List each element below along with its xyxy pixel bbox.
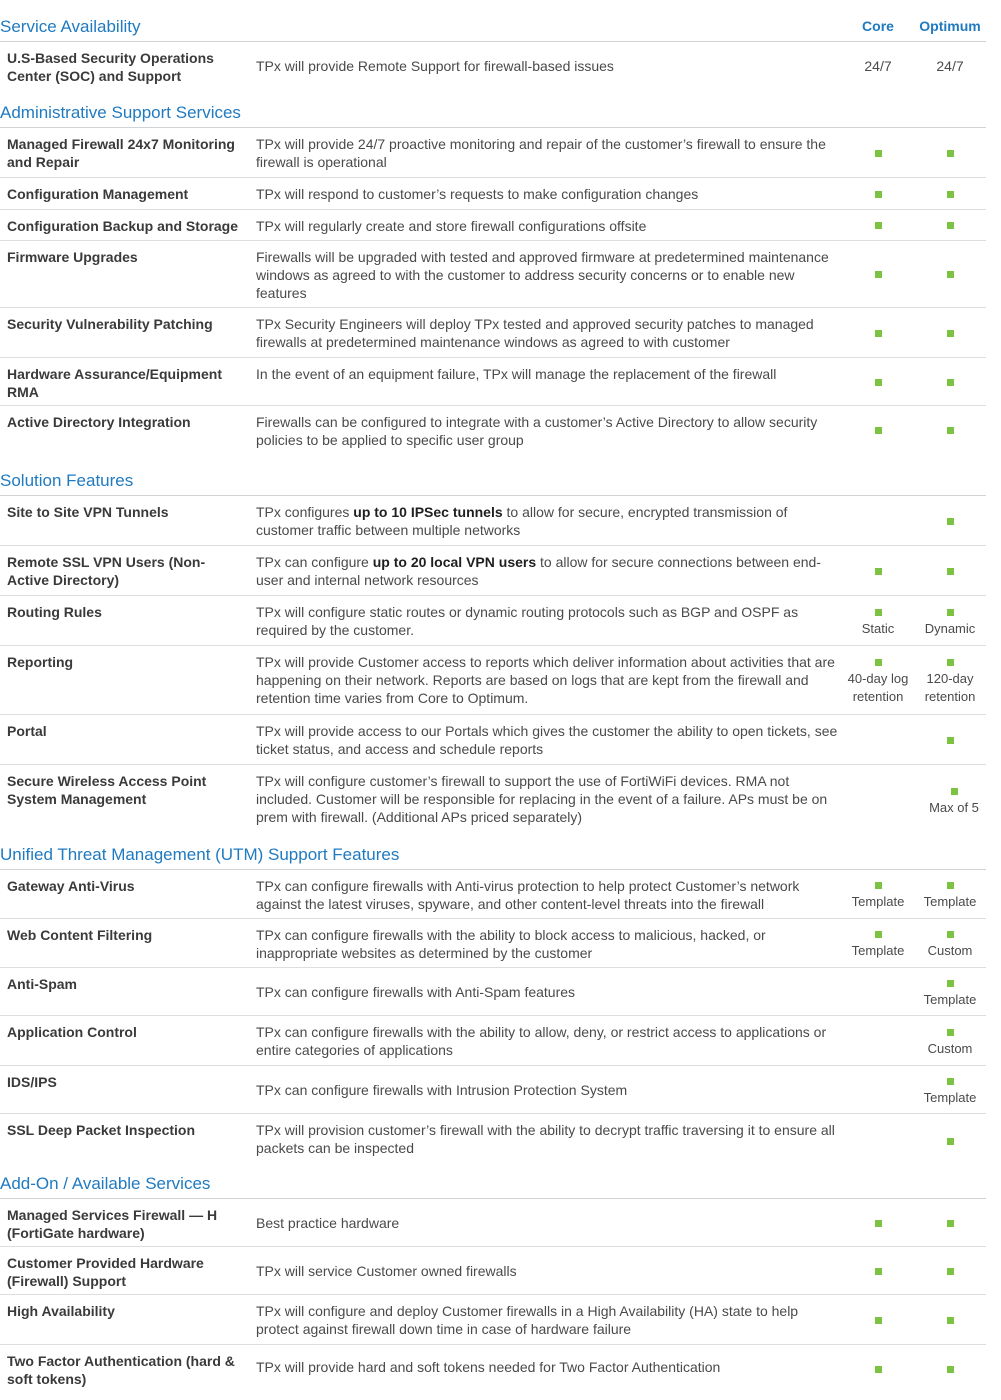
table-row (0, 128, 986, 178)
feature-name: Firmware Upgrades (7, 249, 138, 265)
check-icon (947, 609, 954, 616)
table-row (0, 596, 986, 646)
feature-name: Routing Rules (7, 604, 102, 620)
optimum-label: Custom (927, 1040, 973, 1056)
feature-description: TPx will provide hard and soft tokens needed for Two Factor Authentication (256, 1359, 721, 1375)
feature-name: Portal (7, 723, 47, 739)
feature-description: TPx will provision customer’s firewall with the ability to decrypt traffic traversing it to ensure all packets can be inspected (256, 1122, 835, 1156)
check-icon (947, 271, 954, 278)
description-text: TPx can configure (256, 554, 373, 570)
optimum-value (914, 308, 986, 357)
check-icon (947, 379, 954, 386)
feature-description: In the event of an equipment failure, TPx will manage the replacement of the firewall (256, 366, 777, 382)
feature-name: Anti-Spam (7, 976, 77, 992)
feature-name: Gateway Anti-Virus (7, 878, 135, 894)
feature-description: TPx will regularly create and store firewall configurations offsite (256, 218, 647, 234)
optimum-value (914, 1016, 986, 1065)
feature-name: Security Vulnerability Patching (7, 316, 213, 332)
core-value (842, 308, 914, 357)
optimum-value (914, 1345, 986, 1393)
feature-name: Active Directory Integration (7, 414, 191, 430)
feature-name: Managed Services Firewall — H (FortiGate hardware) (7, 1207, 218, 1241)
feature-name: Configuration Management (7, 186, 189, 202)
check-icon (875, 222, 882, 229)
description-highlight: up to 10 IPSec tunnels (353, 504, 503, 520)
table-row (0, 765, 986, 835)
table-row (0, 1066, 986, 1114)
optimum-value (914, 358, 986, 405)
check-icon (947, 1029, 954, 1036)
feature-name: Reporting (7, 654, 74, 670)
description-text: TPx configures (256, 504, 354, 520)
check-icon (947, 737, 954, 744)
feature-description: TPx will configure customer’s firewall to support the use of FortiWiFi devices. RMA not included. Customer will be responsible for replacing in the event of a failure. APs must be on prem with firewall. (Additional APs priced separately) (256, 773, 828, 825)
core-value (842, 128, 914, 177)
table-row (0, 358, 986, 406)
core-value (842, 1345, 914, 1393)
table-row (0, 178, 986, 210)
check-icon (875, 330, 882, 337)
optimum-label: Dynamic (924, 620, 976, 636)
optimum-value (914, 870, 986, 918)
feature-name: Web Content Filtering (7, 927, 153, 943)
core-value (842, 1199, 914, 1246)
section-title: Service Availability (0, 17, 141, 36)
feature-description: TPx Security Engineers will deploy TPx tested and approved security patches to managed firewalls at predetermined maintenance windows as agreed to with customer (256, 316, 814, 350)
feature-description: TPx will provide access to our Portals which gives the customer the ability to open tickets, see ticket status, and access and schedule reports (256, 723, 838, 757)
table-row (0, 1345, 986, 1393)
optimum-value (914, 715, 986, 764)
optimum-value (914, 1247, 986, 1294)
feature-description: TPx will provide Remote Support for firewall-based issues (256, 58, 614, 74)
core-value (842, 178, 914, 209)
optimum-value (914, 406, 986, 454)
optimum-value (914, 178, 986, 209)
optimum-label: Template (923, 894, 977, 909)
feature-name: Secure Wireless Access Point System Management (7, 773, 207, 807)
check-icon (947, 980, 954, 987)
core-value (842, 210, 914, 240)
feature-description: TPx will provide Customer access to reports which deliver information about activities that are happening on their network. Reports are based on logs that are kept from the firewall and retention time varies from Core to Optimum. (256, 654, 835, 706)
optimum-label: Custom (927, 943, 973, 958)
feature-description: TPx can configure firewalls with the ability to block access to malicious, hacked, or inappropriate websites as determined by the customer (256, 927, 766, 961)
table-row (0, 210, 986, 241)
check-icon (875, 379, 882, 386)
optimum-label: Template (923, 1089, 977, 1105)
core-value (842, 241, 914, 307)
feature-description: Firewalls will be upgraded with tested and approved firmware at predetermined maintenance windows as agreed to with the customer to address security concerns or to enable new features (256, 249, 829, 301)
feature-description (256, 503, 838, 539)
optimum-value (914, 1066, 986, 1113)
feature-name: Hardware Assurance/Equipment RMA (7, 366, 222, 400)
table-row (0, 919, 986, 968)
feature-name: Application Control (7, 1024, 137, 1040)
feature-description: TPx will respond to customer’s requests to make configuration changes (256, 186, 699, 202)
section-header-solution (0, 465, 986, 496)
check-icon (947, 931, 954, 938)
optimum-value (914, 546, 986, 595)
check-icon (875, 1220, 882, 1227)
check-icon (875, 609, 882, 616)
check-icon (875, 568, 882, 575)
core-value (842, 919, 914, 967)
feature-description: TPx can configure firewalls with the ability to allow, deny, or restrict access to applications or entire categories of applications (256, 1024, 827, 1058)
section-title: Add-On / Available Services (0, 1174, 211, 1193)
section-header-utm (0, 839, 986, 870)
check-icon (947, 191, 954, 198)
feature-description: Best practice hardware (256, 1214, 400, 1231)
column-header-optimum: Optimum (919, 18, 981, 34)
check-icon (951, 788, 958, 795)
optimum-value (914, 42, 986, 90)
feature-name: IDS/IPS (7, 1074, 57, 1090)
core-value (842, 358, 914, 405)
optimum-value (914, 128, 986, 177)
table-row (0, 1199, 986, 1247)
section-title: Unified Threat Management (UTM) Support Features (0, 845, 400, 864)
feature-description: TPx can configure firewalls with Anti-virus protection to help protect Customer’s network against the latest viruses, spyware, and other content-level threats into the firewall (256, 878, 800, 912)
check-icon (875, 1268, 882, 1275)
feature-description: TPx can configure firewalls with Intrusion Protection System (256, 1081, 628, 1098)
core-value (842, 546, 914, 595)
optimum-value (914, 241, 986, 307)
check-icon (947, 150, 954, 157)
feature-name: Remote SSL VPN Users (Non-Active Directory) (7, 554, 206, 588)
check-icon (947, 1220, 954, 1227)
core-value (842, 406, 914, 454)
feature-description (256, 553, 838, 589)
optimum-value (914, 210, 986, 240)
table-row (0, 308, 986, 358)
table-row (0, 42, 986, 90)
core-label: Template (851, 943, 905, 958)
optimum-value (914, 1295, 986, 1344)
check-icon (947, 1317, 954, 1324)
feature-description: TPx will service Customer owned firewalls (256, 1262, 517, 1279)
core-label: Template (851, 894, 905, 909)
check-icon (875, 1366, 882, 1373)
core-value (842, 1295, 914, 1344)
core-value (842, 1247, 914, 1294)
check-icon (947, 659, 954, 666)
table-row (0, 715, 986, 765)
check-icon (947, 330, 954, 337)
check-icon (875, 191, 882, 198)
table-row (0, 1247, 986, 1295)
core-value (842, 646, 914, 714)
check-icon (947, 1138, 954, 1145)
check-icon (947, 1078, 954, 1085)
optimum-value (914, 1199, 986, 1246)
feature-name: Two Factor Authentication (hard & soft tokens) (7, 1353, 235, 1387)
table-row (0, 968, 986, 1016)
check-icon (875, 931, 882, 938)
table-row (0, 870, 986, 919)
check-icon (947, 518, 954, 525)
check-icon (875, 659, 882, 666)
feature-name: Configuration Backup and Storage (7, 218, 239, 234)
table-row (0, 1295, 986, 1345)
table-row (0, 496, 986, 546)
optimum-value (914, 968, 986, 1015)
core-value (842, 870, 914, 918)
feature-description: TPx will configure static routes or dynamic routing protocols such as BGP and OSPF as required by the customer. (256, 604, 799, 638)
core-label: Static (861, 620, 895, 636)
table-row (0, 646, 986, 715)
check-icon (947, 427, 954, 434)
optimum-label: 24/7 (936, 58, 964, 74)
feature-name: U.S-Based Security Operations Center (SOC) and Support (7, 50, 214, 84)
core-value (842, 596, 914, 645)
optimum-label: 120-day retention (924, 671, 976, 704)
check-icon (947, 1366, 954, 1373)
optimum-value (914, 496, 986, 545)
check-icon (947, 882, 954, 889)
section-title: Solution Features (0, 471, 134, 490)
section-header-addon (0, 1168, 986, 1199)
table-row (0, 406, 986, 454)
table-row (0, 546, 986, 596)
optimum-value (914, 919, 986, 967)
check-icon (875, 882, 882, 889)
check-icon (875, 271, 882, 278)
check-icon (947, 1268, 954, 1275)
feature-description: Firewalls can be configured to integrate with a customer’s Active Directory to allow security policies to be applied to specific user group (256, 414, 818, 448)
optimum-label: Template (923, 991, 977, 1007)
check-icon (875, 150, 882, 157)
feature-name: SSL Deep Packet Inspection (7, 1122, 196, 1138)
check-icon (947, 568, 954, 575)
check-icon (947, 222, 954, 229)
table-row (0, 241, 986, 308)
section-header-service-availability (0, 11, 986, 42)
description-highlight: up to 20 local VPN users (372, 554, 537, 570)
table-row (0, 1114, 986, 1168)
table-row (0, 1016, 986, 1066)
feature-name: Managed Firewall 24x7 Monitoring and Repair (7, 136, 235, 170)
core-label: 24/7 (864, 58, 892, 74)
section-title: Administrative Support Services (0, 103, 241, 122)
feature-description: TPx will configure and deploy Customer firewalls in a High Availability (HA) state to help protect against firewall down time in case of hardware failure (256, 1303, 799, 1337)
optimum-label: Max of 5 (929, 800, 979, 815)
check-icon (875, 1317, 882, 1324)
description-text: to allow for secure connections between end-user and internal network resources (256, 554, 821, 588)
optimum-value (914, 646, 986, 714)
feature-description: TPx can configure firewalls with Anti-Spam features (256, 983, 576, 1000)
optimum-value (918, 765, 990, 835)
feature-name: Site to Site VPN Tunnels (7, 504, 169, 520)
optimum-value (914, 1114, 986, 1168)
core-value (842, 42, 914, 90)
description-text: to allow for secure, encrypted transmission of customer traffic between multiple networks (256, 504, 788, 538)
check-icon (875, 427, 882, 434)
optimum-value (914, 596, 986, 645)
core-label: 40-day log retention (847, 671, 909, 704)
column-header-core: Core (862, 18, 894, 34)
section-header-administrative (0, 97, 986, 128)
feature-description: TPx will provide 24/7 proactive monitoring and repair of the customer’s firewall to ensure the firewall is operational (256, 136, 826, 170)
feature-name: Customer Provided Hardware (Firewall) Support (7, 1255, 204, 1289)
feature-name: High Availability (7, 1303, 115, 1319)
